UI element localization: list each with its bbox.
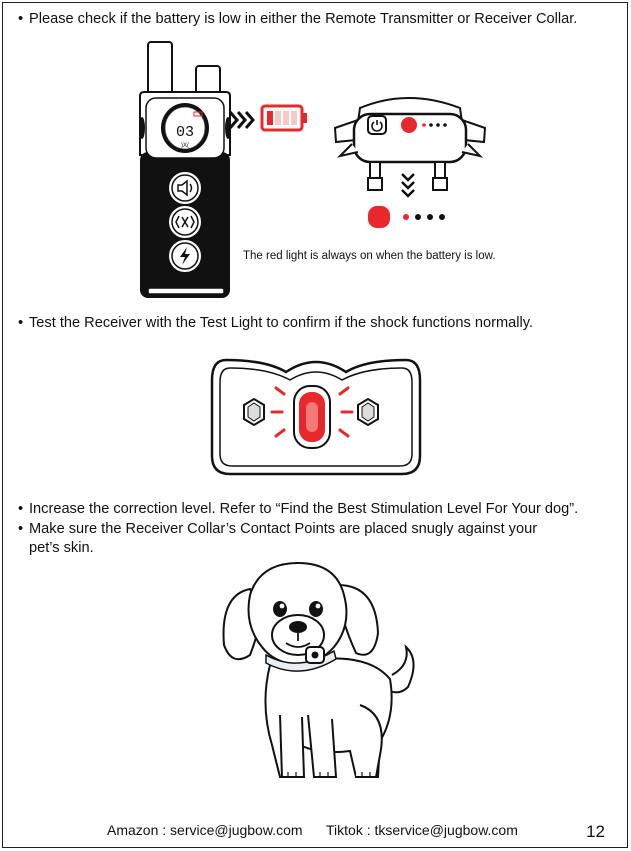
sound-button[interactable] bbox=[168, 171, 202, 205]
remote-transmitter-illustration bbox=[130, 40, 240, 300]
contact-hex-right bbox=[358, 399, 378, 425]
red-light-indicator bbox=[366, 204, 456, 230]
battery-low-icon bbox=[260, 104, 310, 132]
footer-amazon: Amazon : service@jugbow.com bbox=[107, 822, 303, 838]
vibration-button[interactable] bbox=[168, 205, 202, 239]
receiver-collar-illustration bbox=[330, 82, 490, 202]
bullet-contact-points: • Make sure the Receiver Collar’s Contact Points are placed snugly against your bbox=[18, 521, 538, 537]
battery-caption: The red light is always on when the battery is low. bbox=[243, 250, 496, 262]
puppy-illustration bbox=[210, 555, 430, 790]
contact-hex-left bbox=[244, 399, 264, 425]
bullet-battery-check: • Please check if the battery is low in either the Remote Transmitter or Receiver Collar. bbox=[18, 11, 578, 27]
contact-point-left bbox=[368, 162, 382, 190]
bullet-increase-level: • Increase the correction level. Refer to “Find the Best Stimulation Level For Your dog”. bbox=[18, 501, 579, 517]
bullet-test-light: • Test the Receiver with the Test Light to confirm if the shock functions normally. bbox=[18, 315, 533, 331]
test-light-illustration bbox=[206, 350, 426, 478]
contact-point-right bbox=[433, 162, 447, 190]
footer-tiktok: Tiktok : tkservice@jugbow.com bbox=[326, 822, 518, 838]
bullet-contact-points-cont: pet’s skin. bbox=[29, 540, 94, 556]
shock-button[interactable] bbox=[168, 239, 202, 273]
svg-text:)X(: )X( bbox=[181, 143, 189, 149]
chevron-right-icon bbox=[228, 110, 256, 130]
remote-display-text: 03 bbox=[175, 124, 195, 141]
page-number: 12 bbox=[586, 822, 605, 841]
